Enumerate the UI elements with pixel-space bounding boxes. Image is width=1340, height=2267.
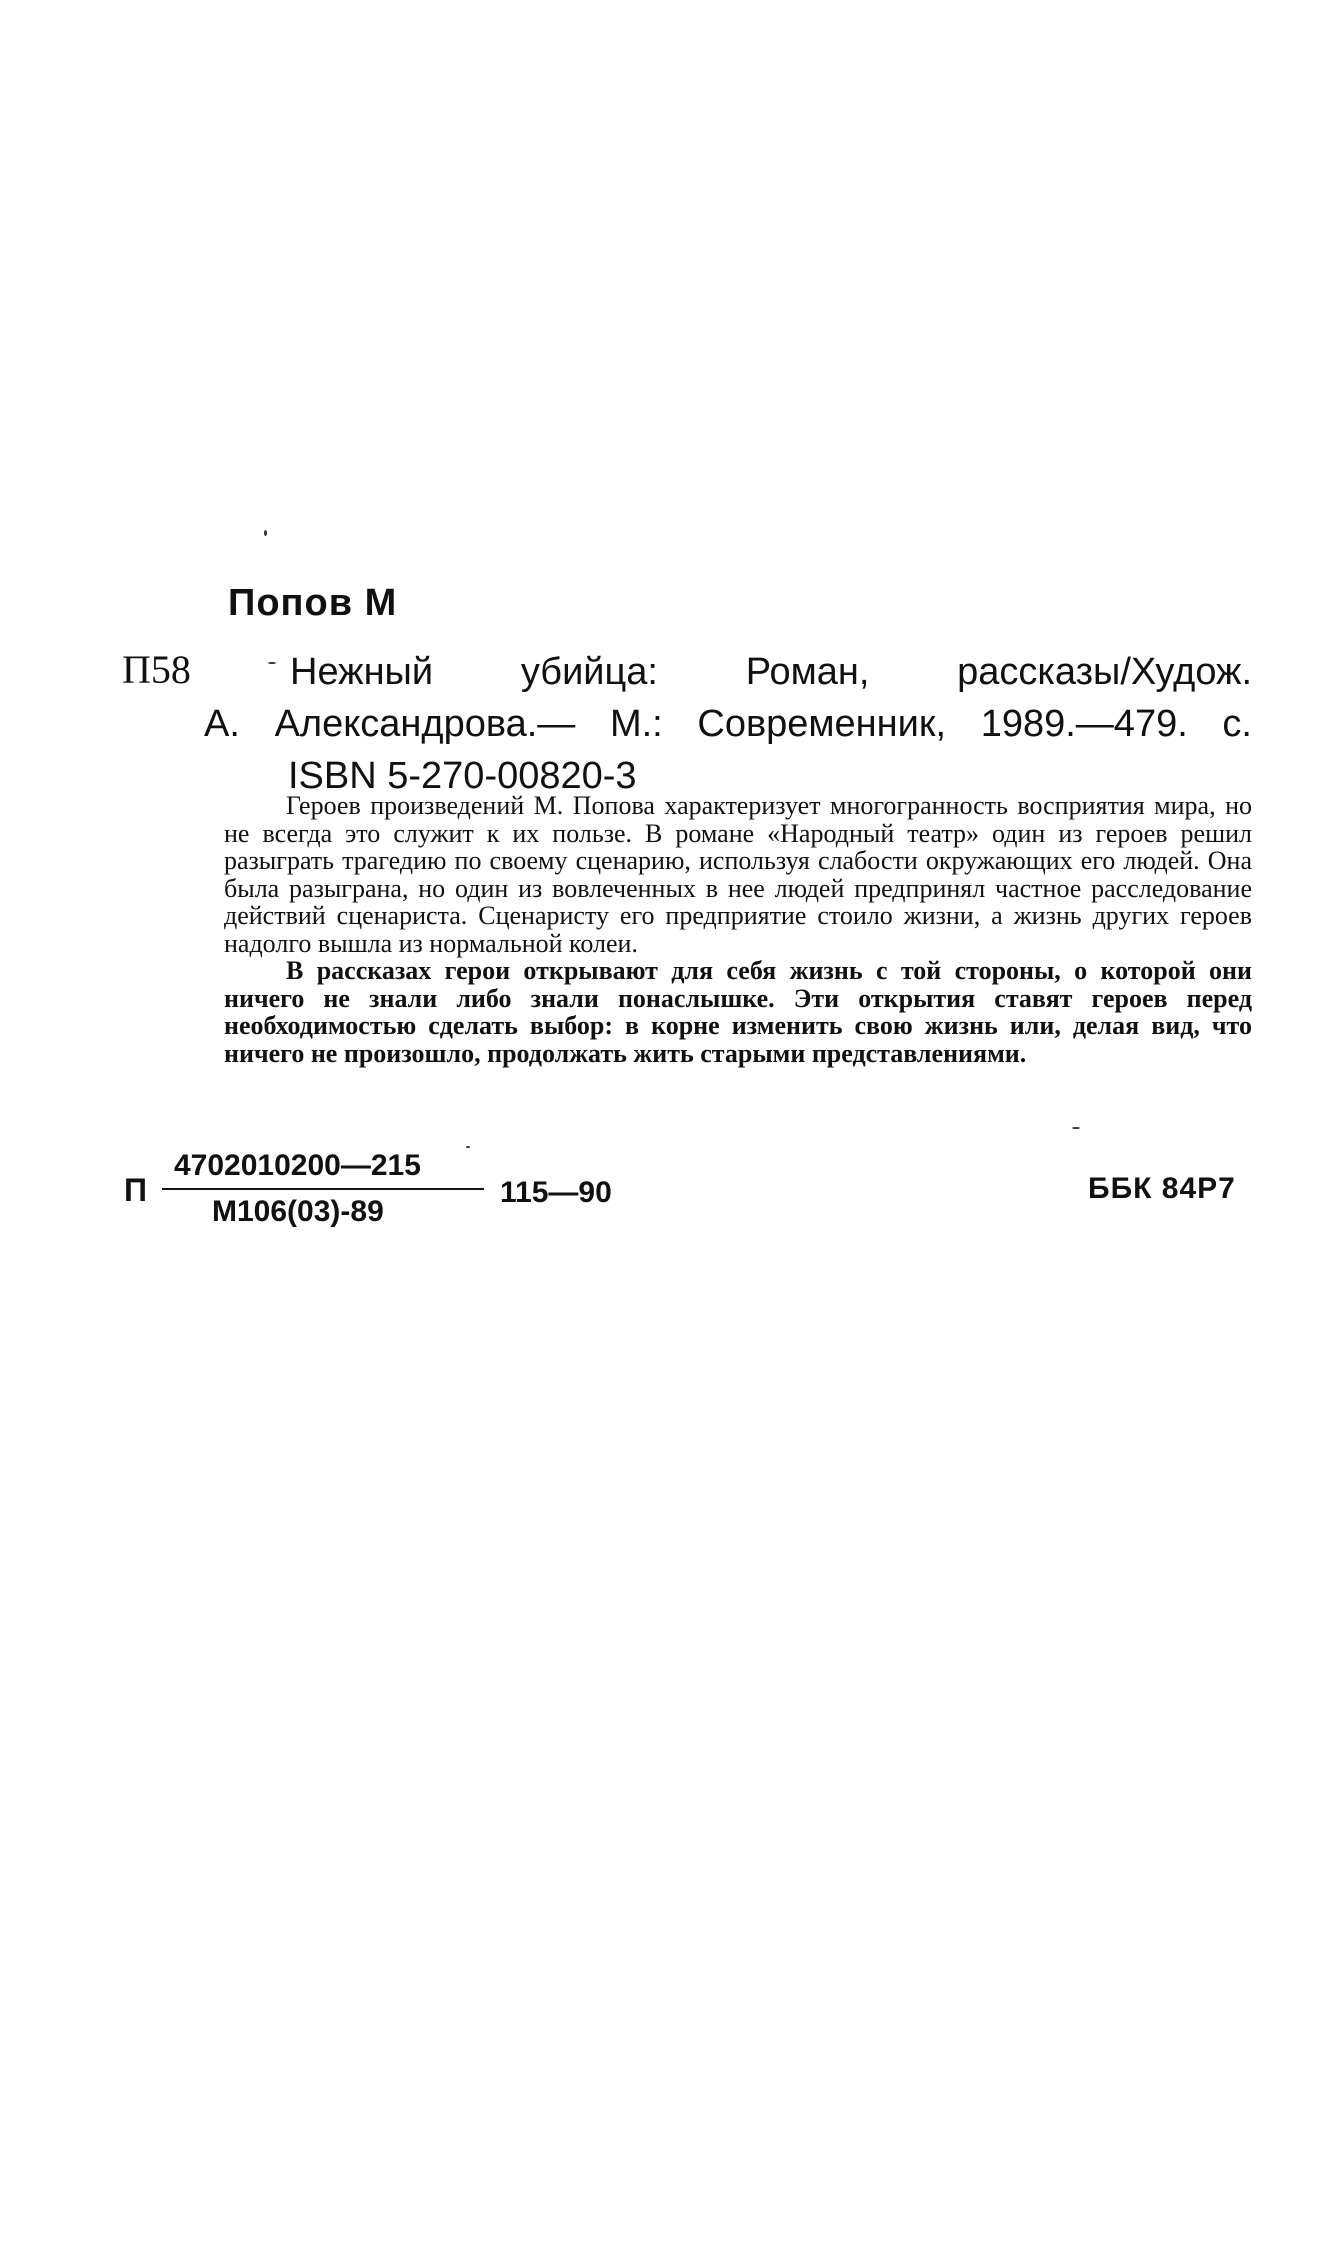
annotation [224,792,1252,1067]
print-speck [264,530,267,536]
bib-publisher-line: А. Александрова.— М.: Современник, 1989.—479. с. [204,703,1252,745]
isbn: ISBN 5-270-00820-3 [288,755,637,797]
index-fraction [162,1148,502,1230]
annotation-paragraph-novel: Героев произведений М. Попова характеризует многогранность восприятия мира, но не всегда это служит к их пользе. В романе «Народный театр» один из героев решил разыграть трагедию по своему сценарию, используя слабости окружающих его людей. Она была разыграна, но один из вовлеченных в нее людей предпринял частное расследование действий сценариста. Сценаристу его предприятие стоило жизни, а жизнь других героев надолго вышла из нормальной колеи. [224,791,1252,958]
call-number: П58 [122,647,191,692]
print-speck [1072,1127,1080,1129]
print-speck [466,1146,470,1148]
index-suffix: 115—90 [500,1176,612,1209]
bib-title-line: Нежный убийца: Роман, рассказы/Худож. [290,651,1252,693]
index-prefix: П [124,1172,147,1208]
fraction-line [162,1188,484,1190]
print-speck [268,662,276,664]
index-numerator: 4702010200—215 [174,1149,421,1182]
author-name: Попов М [228,582,398,624]
bibliographic-description [204,646,1252,802]
bbk-classification: ББК 84Р7 [1088,1172,1236,1205]
index-denominator: М106(03)-89 [212,1195,384,1228]
annotation-paragraph-stories: В рассказах герои открывают для себя жизнь с той стороны, о которой они ничего не знали либо знали понаслышке. Эти открытия ставят героев перед необходимостью сделать выбор: в корне изменить свою жизнь или, делая вид, что ничего не произошло, продолжать жить старыми представлениями. [224,956,1252,1068]
